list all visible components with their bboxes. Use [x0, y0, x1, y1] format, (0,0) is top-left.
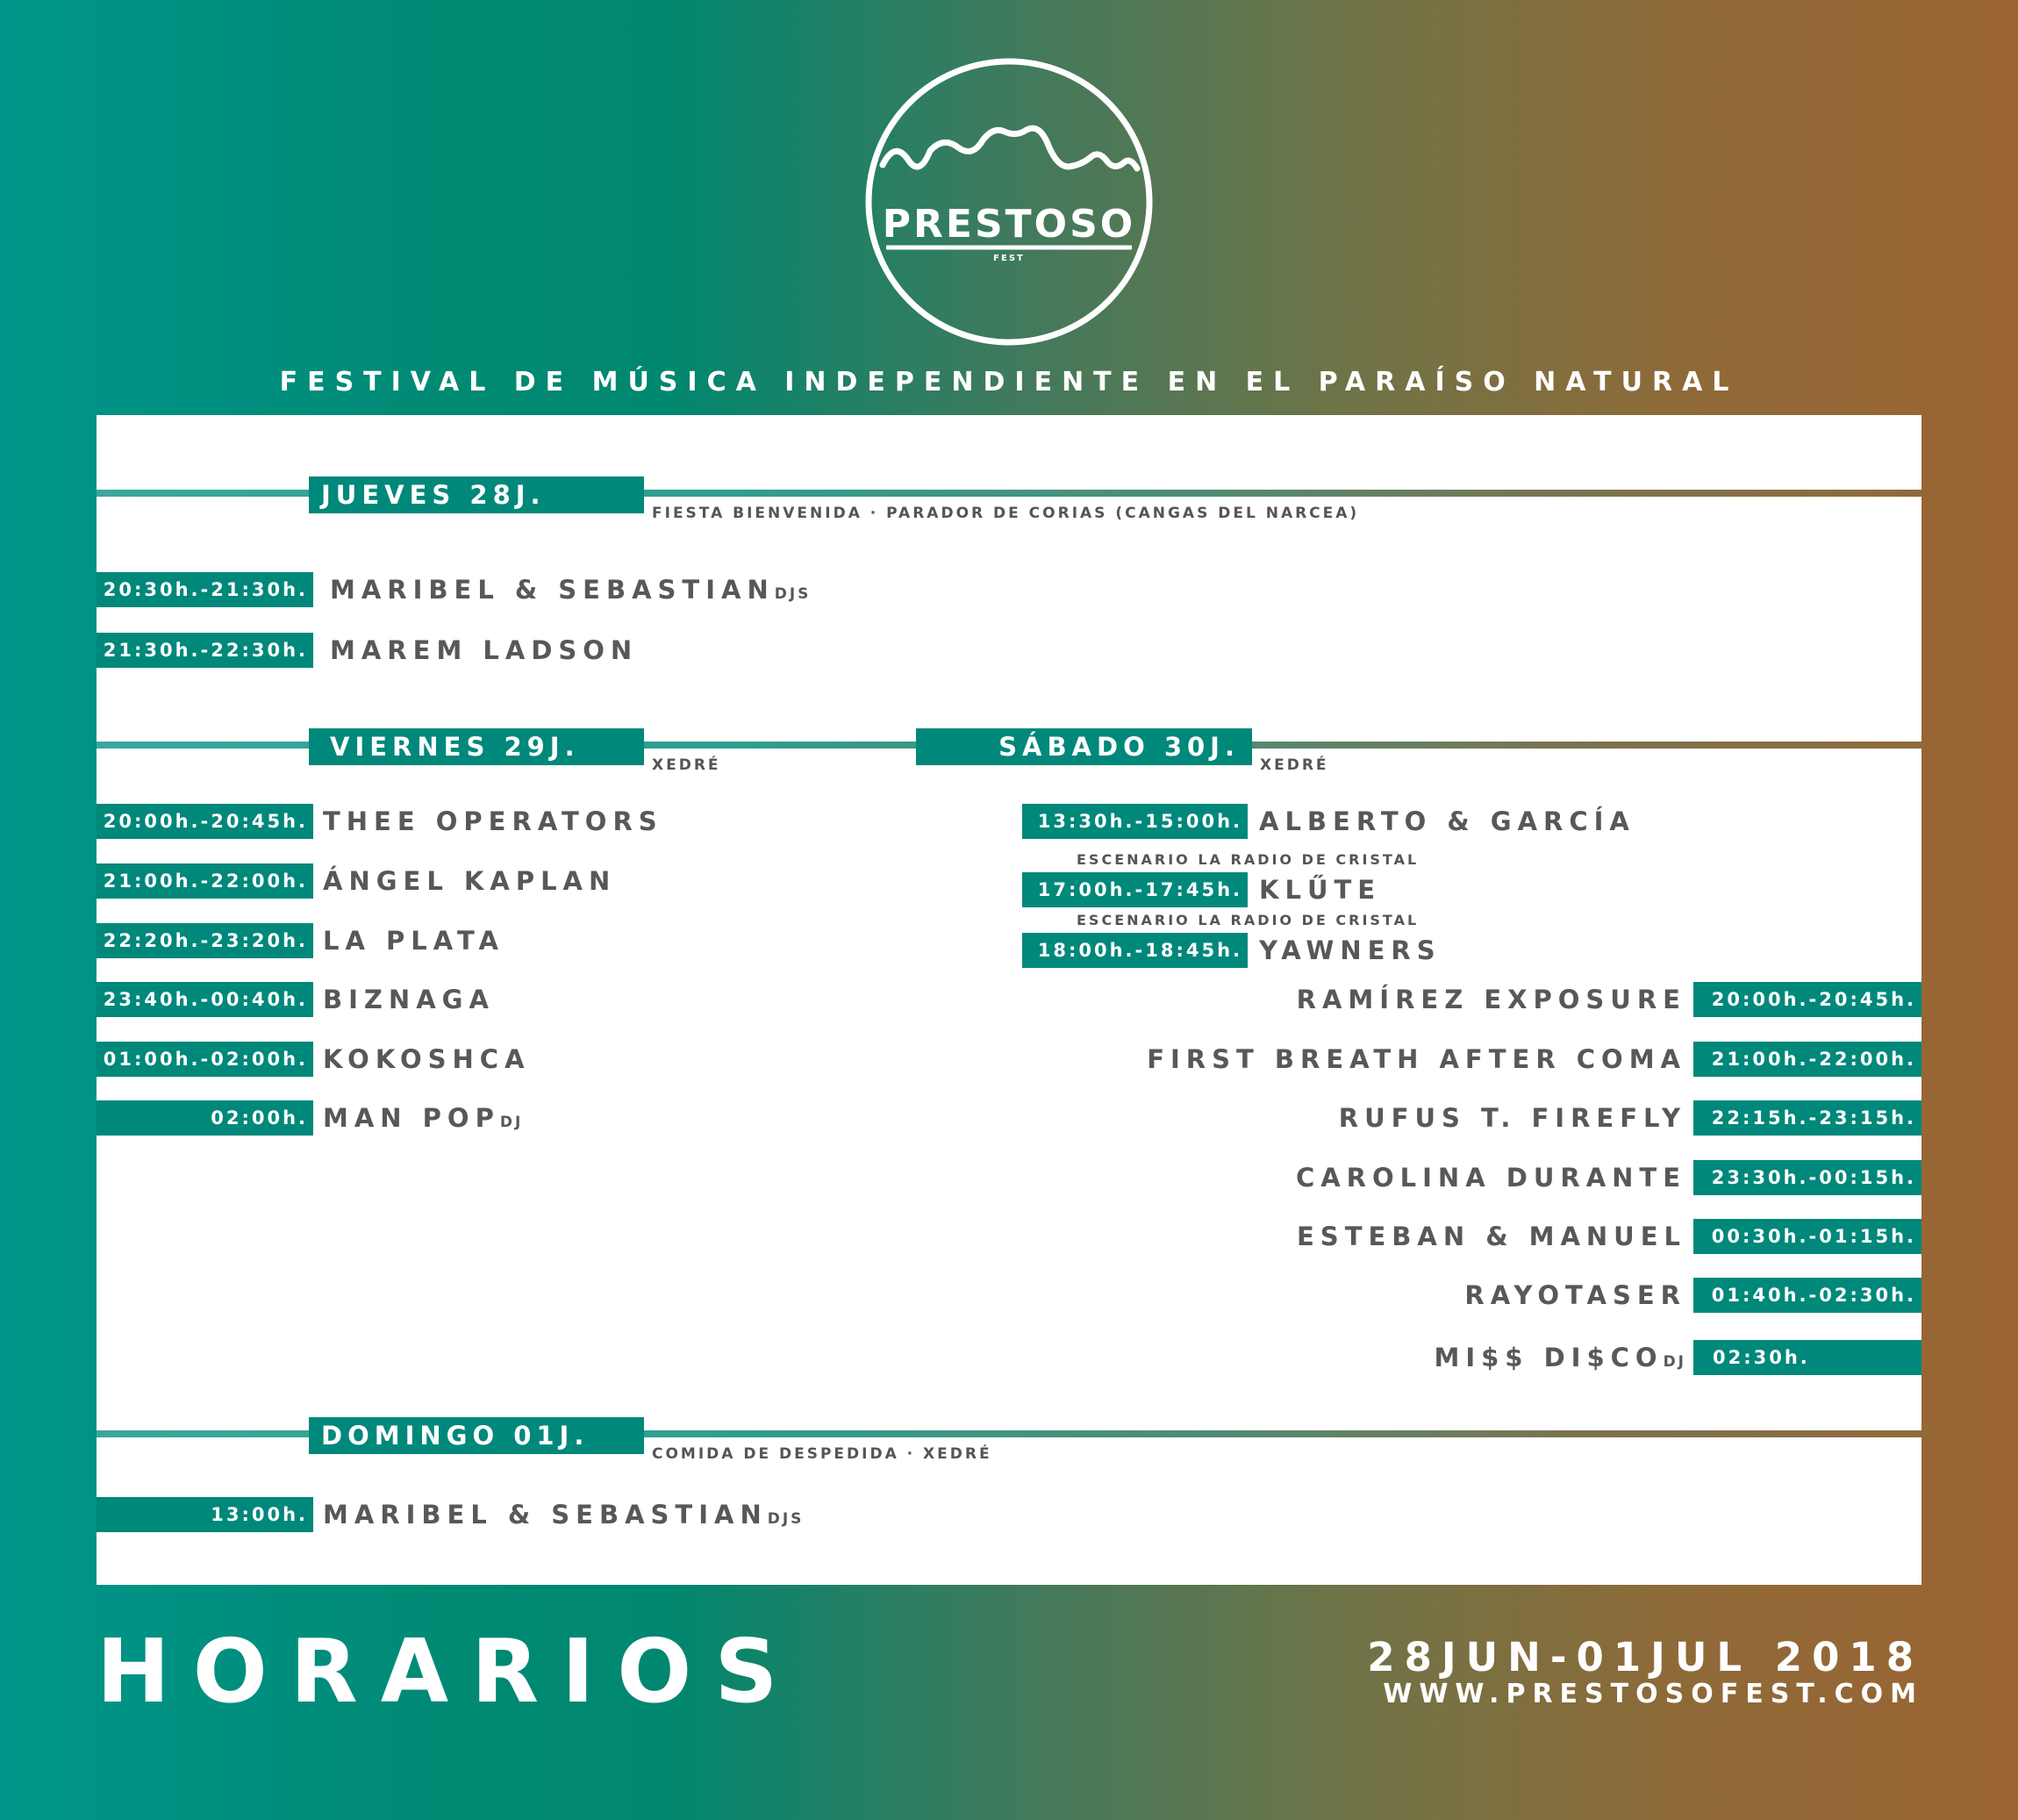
time-slot: 23:30h.-00:15h.	[1693, 1160, 1921, 1195]
act-name: FIRST BREATH AFTER COMA	[1147, 1044, 1686, 1074]
act-name: THEE OPERATORS	[323, 806, 663, 836]
act-name: BIZNAGA	[323, 985, 495, 1014]
day-header-sunday: DOMINGO 01J.	[309, 1417, 644, 1454]
act-name: MAN POPDJ	[323, 1103, 524, 1133]
act-name: YAWNERS	[1259, 935, 1442, 965]
act-name: RAYOTASER	[1464, 1280, 1686, 1310]
act-name: LA PLATA	[323, 926, 504, 956]
act-name: RUFUS T. FIREFLY	[1338, 1103, 1686, 1133]
act-name: MAREM LADSON	[330, 635, 639, 665]
time-slot: 20:00h.-20:45h.	[97, 804, 313, 839]
tagline: FESTIVAL DE MÚSICA INDEPENDIENTE EN EL PARAÍSO NATURAL	[279, 367, 1739, 398]
act-name: MI$$ DI$CODJ	[1434, 1343, 1686, 1372]
logo-name: PRESTOSO	[882, 202, 1136, 247]
time-slot: 01:00h.-02:00h.	[97, 1042, 313, 1077]
footer-website[interactable]: WWW.PRESTOSOFEST.COM	[1383, 1679, 1923, 1709]
time-slot: 23:40h.-00:40h.	[97, 982, 313, 1017]
time-slot: 01:40h.-02:30h.	[1693, 1278, 1921, 1313]
venue-sunday: COMIDA DE DESPEDIDA · XEDRÉ	[652, 1445, 992, 1463]
time-slot: 18:00h.-18:45h.	[1022, 933, 1248, 968]
footer-dates: 28JUN-01JUL 2018	[1367, 1634, 1923, 1680]
venue-saturday: XEDRÉ	[1260, 756, 1329, 774]
time-slot: 02:30h.	[1693, 1340, 1921, 1375]
venue-thursday: FIESTA BIENVENIDA · PARADOR DE CORIAS (CANGAS DEL NARCEA)	[652, 505, 1360, 522]
time-slot: 17:00h.-17:45h.	[1022, 872, 1248, 907]
footer-title: HORARIOS	[97, 1620, 801, 1723]
time-slot: 22:20h.-23:20h.	[97, 923, 313, 958]
day-header-saturday: SÁBADO 30J.	[916, 728, 1252, 765]
time-slot: 00:30h.-01:15h.	[1693, 1219, 1921, 1254]
time-slot: 21:00h.-22:00h.	[97, 863, 313, 899]
time-slot: 22:15h.-23:15h.	[1693, 1100, 1921, 1136]
act-name: KOKOSHCA	[323, 1044, 531, 1074]
time-slot: 21:00h.-22:00h.	[1693, 1042, 1921, 1077]
act-name: ÁNGEL KAPLAN	[323, 866, 617, 896]
venue-friday: XEDRÉ	[652, 756, 721, 774]
prestoso-logo	[860, 53, 1158, 351]
act-name: ALBERTO & GARCÍA	[1259, 806, 1635, 836]
time-slot: 13:00h.	[97, 1497, 313, 1532]
act-name: MARIBEL & SEBASTIANDJS	[330, 575, 812, 605]
day-header-thursday: JUEVES 28J.	[309, 476, 644, 513]
time-slot: 21:30h.-22:30h.	[97, 633, 313, 668]
stage-label: ESCENARIO LA RADIO DE CRISTAL	[1077, 912, 1420, 928]
act-name: CAROLINA DURANTE	[1295, 1163, 1686, 1193]
logo-sub: FEST	[993, 254, 1025, 263]
time-slot: 02:00h.	[97, 1100, 313, 1136]
day-header-friday: VIERNES 29J.	[309, 728, 644, 765]
stage-label: ESCENARIO LA RADIO DE CRISTAL	[1077, 851, 1420, 868]
act-name: RAMÍREZ EXPOSURE	[1296, 985, 1686, 1014]
act-name: KLŰTE	[1259, 875, 1382, 905]
act-name: MARIBEL & SEBASTIANDJS	[323, 1500, 805, 1530]
time-slot: 20:00h.-20:45h.	[1693, 982, 1921, 1017]
act-name: ESTEBAN & MANUEL	[1297, 1222, 1686, 1251]
time-slot: 20:30h.-21:30h.	[97, 572, 313, 607]
time-slot: 13:30h.-15:00h.	[1022, 804, 1248, 839]
